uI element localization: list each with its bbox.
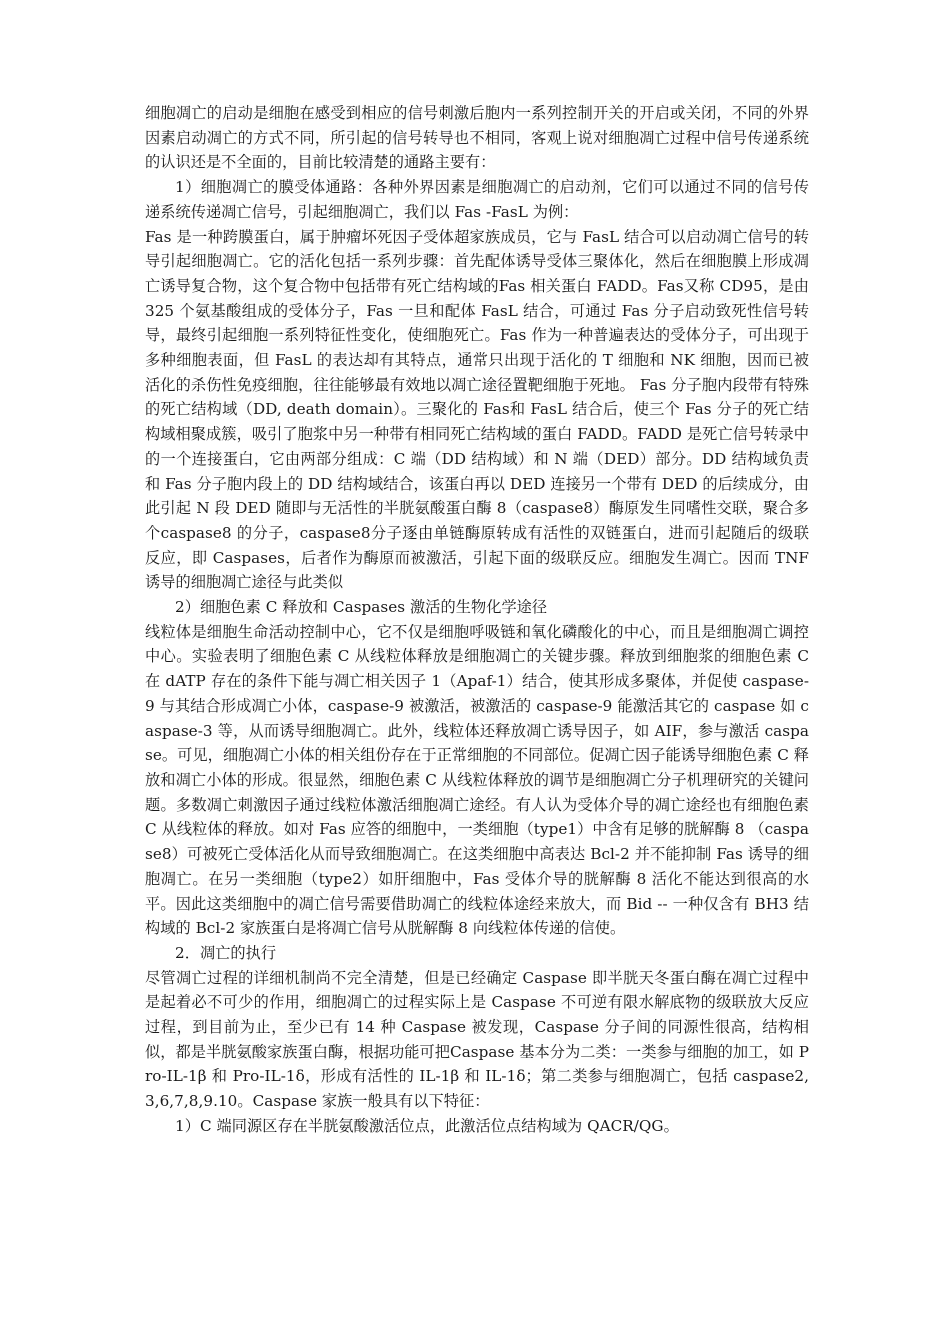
paragraph-mitochondria: 线粒体是细胞生命活动控制中心，它不仅是细胞呼吸链和氧化磷酸化的中心，而且是细胞凋亡调控中心。实验表明了细胞色素 C 从线粒体释放是细胞凋亡的关键步骤。释放到细胞浆的细胞色素 C 在 dATP 存在的条件下能与凋亡相关因子 1（Apaf-1）结合，使其形成多聚体，并促使 caspase-9 与其结合形成凋亡小体，caspase-9 被激活，被激活的 caspase-9 能激活其它的 caspase 如 caspase-3 等，从而诱导细胞凋亡。此外，线粒体还释放凋亡诱导因子，如 AIF，参与激活 caspase。可见，细胞凋亡小体的相关组份存在于正常细胞的不同部位。促凋亡因子能诱导细胞色素 C 释放和凋亡小体的形成。很显然，细胞色素 C 从线粒体释放的调节是细胞凋亡分子机理研究的关键问题。多数凋亡刺激因子通过线粒体激活细胞凋亡途经。有人认为受体介导的凋亡途经也有细胞色素 C 从线粒体的释放。如对 Fas 应答的细胞中，一类细胞（type1）中含有足够的胱解酶 8 （caspase8）可被死亡受体活化从而导致细胞凋亡。在这类细胞中高表达 Bcl-2 并不能抑制 Fas 诱导的细胞凋亡。在另一类细胞（type2）如肝细胞中，Fas 受体介导的胱解酶 8 活化不能达到很高的水平。因此这类细胞中的凋亡信号需要借助凋亡的线粒体途经来放大，而 Bid -- 一种仅含有 BH3 结构域的 Bcl-2 家族蛋白是将凋亡信号从胱解酶 8 向线粒体传递的信使。 <box>145 622 809 938</box>
paragraph-fas-fasl: Fas 是一种跨膜蛋白，属于肿瘤坏死因子受体超家族成员，它与 FasL 结合可以启动凋亡信号的转导引起细胞凋亡。它的活化包括一系列步骤：首先配体诱导受体三聚体化，然后在细胞膜上形成凋亡诱导复合物，这个复合物中包括带有死亡结构域的Fas 相关蛋白 FADD。Fas又称 CD95，是由 325 个氨基酸组成的受体分子，Fas 一旦和配体 FasL 结合，可通过 Fas 分子启动致死性信号转导，最终引起细胞一系列特征性变化，使细胞死亡。Fas 作为一种普遍表达的受体分子，可出现于多种细胞表面，但 FasL 的表达却有其特点，通常只出现于活化的 T 细胞和 NK 细胞，因而已被活化的杀伤性免疫细胞，往往能够最有效地以凋亡途径置靶细胞于死地。 Fas 分子胞内段带有特殊的死亡结构域（DD, death domain）。三聚化的 Fas和 FasL 结合后，使三个 Fas 分子的死亡结构域相聚成簇，吸引了胞浆中另一种带有相同死亡结构域的蛋白 FADD。FADD 是死亡信号转录中的一个连接蛋白，它由两部分组成：C 端（DD 结构域）和 N 端（DED）部分。DD 结构域负责和 Fas 分子胞内段上的 DD 结构域结合，该蛋白再以 DED 连接另一个带有 DED 的后续成分，由此引起 N 段 DED 随即与无活性的半胱氨酸蛋白酶 8（caspase8）酶原发生同嗜性交联，聚合多个caspase8 的分子，caspase8分子逐由单链酶原转成有活性的双链蛋白，进而引起随后的级联反应，即 Caspases，后者作为酶原而被激活，引起下面的级联反应。细胞发生凋亡。因而 TNF 诱导的细胞凋亡途径与此类似 <box>145 227 809 592</box>
paragraph-caspase-feature-1: 1）C 端同源区存在半胱氨酸激活位点，此激活位点结构域为 QACR/QG。 <box>175 1116 679 1135</box>
paragraph-caspase: 尽管凋亡过程的详细机制尚不完全清楚，但是已经确定 Caspase 即半胱天冬蛋白酶在凋亡过程中是起着必不可少的作用，细胞凋亡的过程实际上是 Caspase 不可逆有限水解底物的级联放大反应过程，到目前为止，至少已有 14 种 Caspase 被发现，Caspase 分子间的同源性很高，结构相似，都是半胱氨酸家族蛋白酶，根据功能可把Caspase 基本分为二类：一类参与细胞的加工，如 Pro-IL-1β 和 Pro-IL-1δ，形成有活性的 IL-1β 和 IL-1δ；第二类参与细胞凋亡，包括 caspase2,3,6,7,8,9.10。Caspase 家族一般具有以下特征： <box>145 968 809 1111</box>
section-heading-apoptosis-execution: 2．凋亡的执行 <box>175 943 277 962</box>
paragraph-cytochrome-c-heading: 2）细胞色素 C 释放和 Caspases 激活的生物化学途径 <box>175 598 548 617</box>
document-page <box>145 101 809 1139</box>
paragraph-membrane-receptor-pathway-heading: 1）细胞凋亡的膜受体通路：各种外界因素是细胞凋亡的启动剂，它们可以通过不同的信号传递系统传递凋亡信号，引起细胞凋亡，我们以 Fas -FasL 为例： <box>145 178 809 221</box>
paragraph-intro: 细胞凋亡的启动是细胞在感受到相应的信号刺激后胞内一系列控制开关的开启或关闭，不同的外界因素启动凋亡的方式不同，所引起的信号转导也不相同，客观上说对细胞凋亡过程中信号传递系统的认识还是不全面的，目前比较清楚的通路主要有： <box>145 104 809 172</box>
